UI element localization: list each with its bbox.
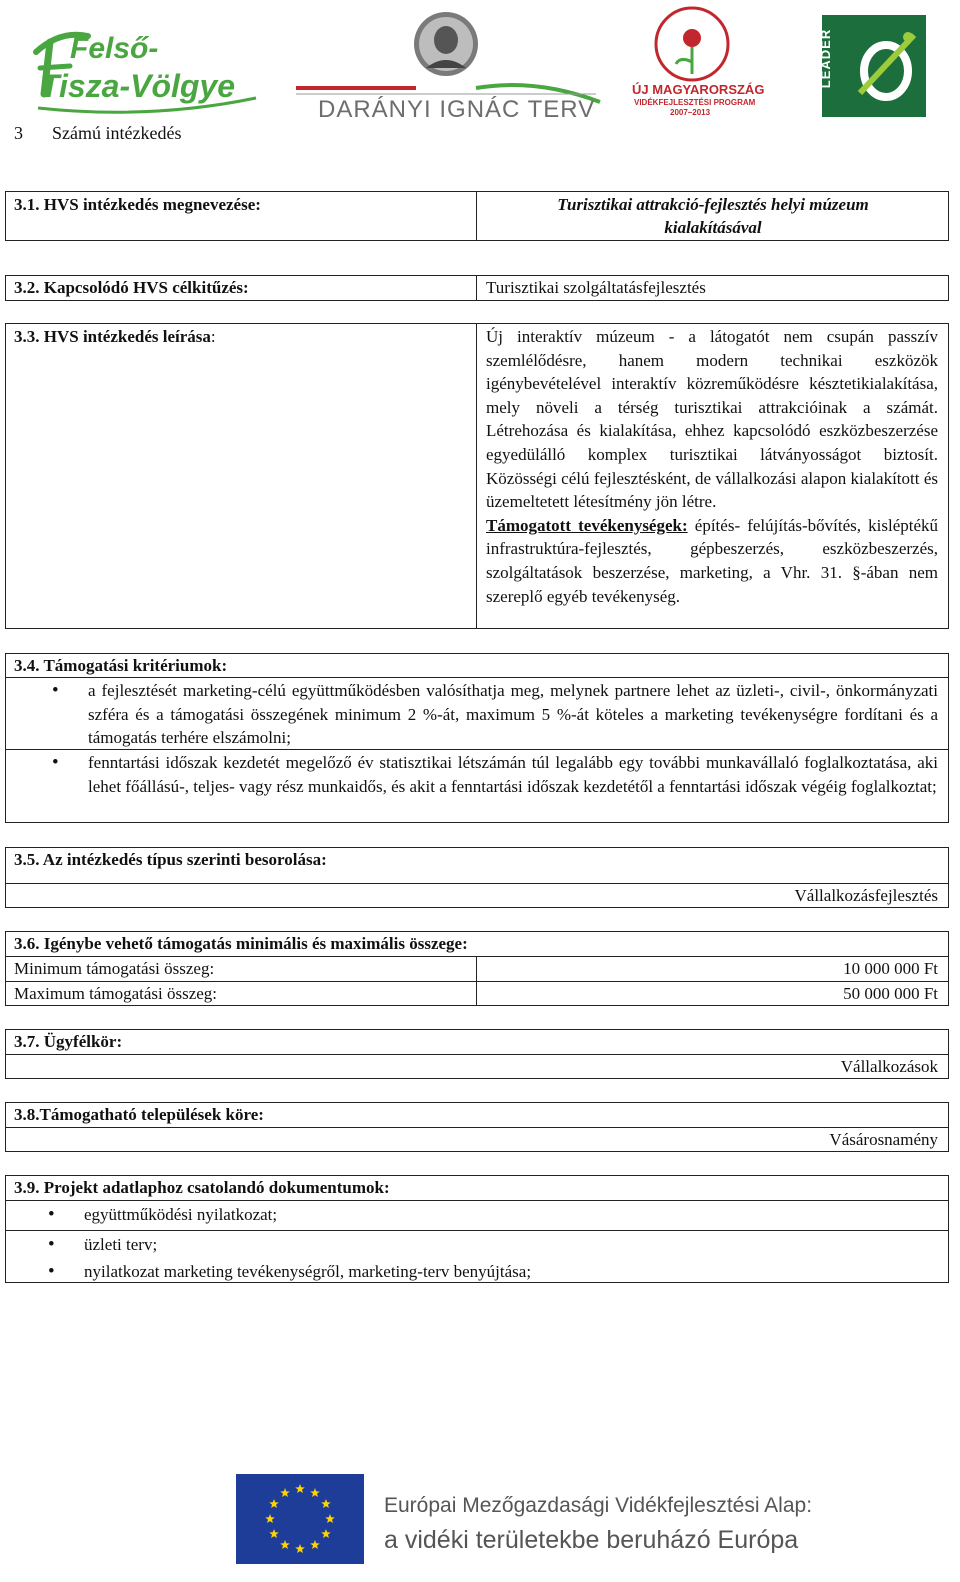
logo3-line2: VIDÉKFEJLESZTÉSI PROGRAM <box>634 98 756 107</box>
s39-label: 3.9. Projekt adatlaphoz csatolandó dokumentumok: <box>14 1178 390 1197</box>
eu-star-icon <box>269 1499 279 1508</box>
eu-star-icon <box>310 1488 320 1497</box>
s35-label: 3.5. Az intézkedés típus szerinti besorolása: <box>14 850 327 869</box>
eu-star-icon <box>310 1540 320 1549</box>
s36-label: 3.6. Igénybe vehető támogatás minimális és maximális összege: <box>14 934 468 953</box>
s38-value: Vásárosnamény <box>829 1130 938 1149</box>
leader-ring-icon <box>846 23 920 109</box>
s33-label <box>14 325 216 349</box>
logo2-text: DARÁNYI IGNÁC TERV <box>318 96 596 123</box>
list-item: • nyilatkozat marketing tevékenységről, marketing-terv benyújtása; <box>12 1260 934 1284</box>
logo1-line1: Felső- <box>70 32 159 65</box>
logo-daranyi-ignac-terv <box>296 6 606 124</box>
footer-line1: Európai Mezőgazdasági Vidékfejlesztési Alap: <box>384 1494 813 1517</box>
list-item: • a fejlesztését marketing-célú együttműködésben valósíthatja meg, melynek partnere lehet az üzleti-, civil-, önkormányzati szféra és a támogatási összegének minimum 2 %-át, maximum 5 %-át köteles a marketing tevékenységre fordítani és a támogatás terhére elszámolni; <box>16 679 938 751</box>
s39-documents-list <box>12 1203 934 1284</box>
eu-flag <box>236 1474 364 1564</box>
eu-star-icon <box>295 1544 305 1553</box>
eu-stars-icon <box>236 1474 364 1564</box>
s33-supported-text: építés- felújítás-bővítés, kisléptékű infrastruktúra-fejlesztés, gépbeszerzés, eszközbeszerzés, szolgáltatások beszerzése, marketing, a Vhr. 31. §-ában nem szereplő egyéb tevékenység. <box>486 515 939 606</box>
list-item: • fenntartási időszak kezdetét megelőző év statisztikai létszámán túl legalább egy további munkavállaló foglalkoztatása, aki lehet főállású-, teljes- vagy rész munkaidős, és akit a fenntartási időszak kezdetétől a fenntartási időszak végéig foglalkoztat; <box>16 751 938 798</box>
section-3-3-divider <box>476 323 477 629</box>
s36-max-label: Maximum támogatási összeg: <box>14 984 218 1003</box>
eu-star-icon <box>295 1484 305 1493</box>
s36-min-label: Minimum támogatási összeg: <box>14 959 215 978</box>
list-item: • üzleti terv; <box>12 1233 934 1260</box>
section-3-1-divider <box>476 191 477 241</box>
s38-label: 3.8.Támogatható települések köre: <box>14 1105 264 1124</box>
s34-criteria-list <box>16 679 938 798</box>
s33-description <box>486 325 938 608</box>
eu-star-icon <box>325 1514 335 1523</box>
page-title: Számú intézkedés <box>52 123 182 143</box>
logo-uj-magyarorszag <box>630 4 765 124</box>
s31-label: 3.1. HVS intézkedés megnevezése: <box>14 195 261 214</box>
eu-star-icon <box>321 1499 331 1508</box>
eu-star-icon <box>280 1540 290 1549</box>
s36-min-value: 10 000 000 Ft <box>843 959 938 978</box>
s33-label-bold: 3.3. HVS intézkedés leírása <box>14 327 211 346</box>
s31-value-line1: Turisztikai attrakció-fejlesztés helyi múzeum <box>557 195 869 214</box>
footer-line2: a vidéki területekbe beruházó Európa <box>384 1526 799 1554</box>
eu-star-icon <box>265 1514 275 1523</box>
eu-star-icon <box>269 1529 279 1538</box>
s32-label: 3.2. Kapcsolódó HVS célkitűzés: <box>14 278 249 297</box>
s33-supported-label: Támogatott tevékenységek: <box>486 515 688 535</box>
list-item: • együttműködési nyilatkozat; <box>12 1203 934 1233</box>
s33-label-colon: : <box>210 327 216 346</box>
eu-star-icon <box>280 1488 290 1497</box>
title-number: 3 <box>14 123 23 143</box>
s33-description-text: Új interaktív múzeum - a látogatót nem csupán passzív szemlélődésre, hanem modern technikai eszközök igénybevételével interaktív közreműködésre késztetikialakítása, mely növeli a térség turisztikai attrakcióinak a számát. Létrehozása és kialakítása, ehhez kapcsolódó eszközbeszerzése egyedülálló komplex turisztikai látványosságot biztosít. Közösségi célú fejlesztésként, de vállalkozási alapon kialakított és üzemeltetett létesítmény jön létre. <box>486 327 938 512</box>
logo3-line1: ÚJ MAGYARORSZÁG <box>632 82 765 97</box>
s37-value: Vállalkozások <box>840 1057 938 1076</box>
logo-felso-tisza-volgye <box>30 22 270 122</box>
s34-label: 3.4. Támogatási kritériumok: <box>14 656 228 675</box>
logo4-text: LEADER <box>818 28 834 89</box>
section-3-2-divider <box>476 275 477 301</box>
s37-label: 3.7. Ügyfélkör: <box>14 1032 123 1051</box>
s36-max-value: 50 000 000 Ft <box>843 984 938 1003</box>
s32-value: Turisztikai szolgáltatásfejlesztés <box>486 278 706 297</box>
logo1-line2: Tisza-Völgye <box>40 68 236 104</box>
eu-star-icon <box>321 1529 331 1538</box>
logo3-line3: 2007–2013 <box>670 108 711 117</box>
s31-value-line2: kialakításával <box>664 218 762 237</box>
s36-divider <box>476 956 477 1006</box>
logo-leader <box>818 15 926 117</box>
s35-value: Vállalkozásfejlesztés <box>794 886 938 905</box>
s39-header-rule <box>5 1200 949 1201</box>
